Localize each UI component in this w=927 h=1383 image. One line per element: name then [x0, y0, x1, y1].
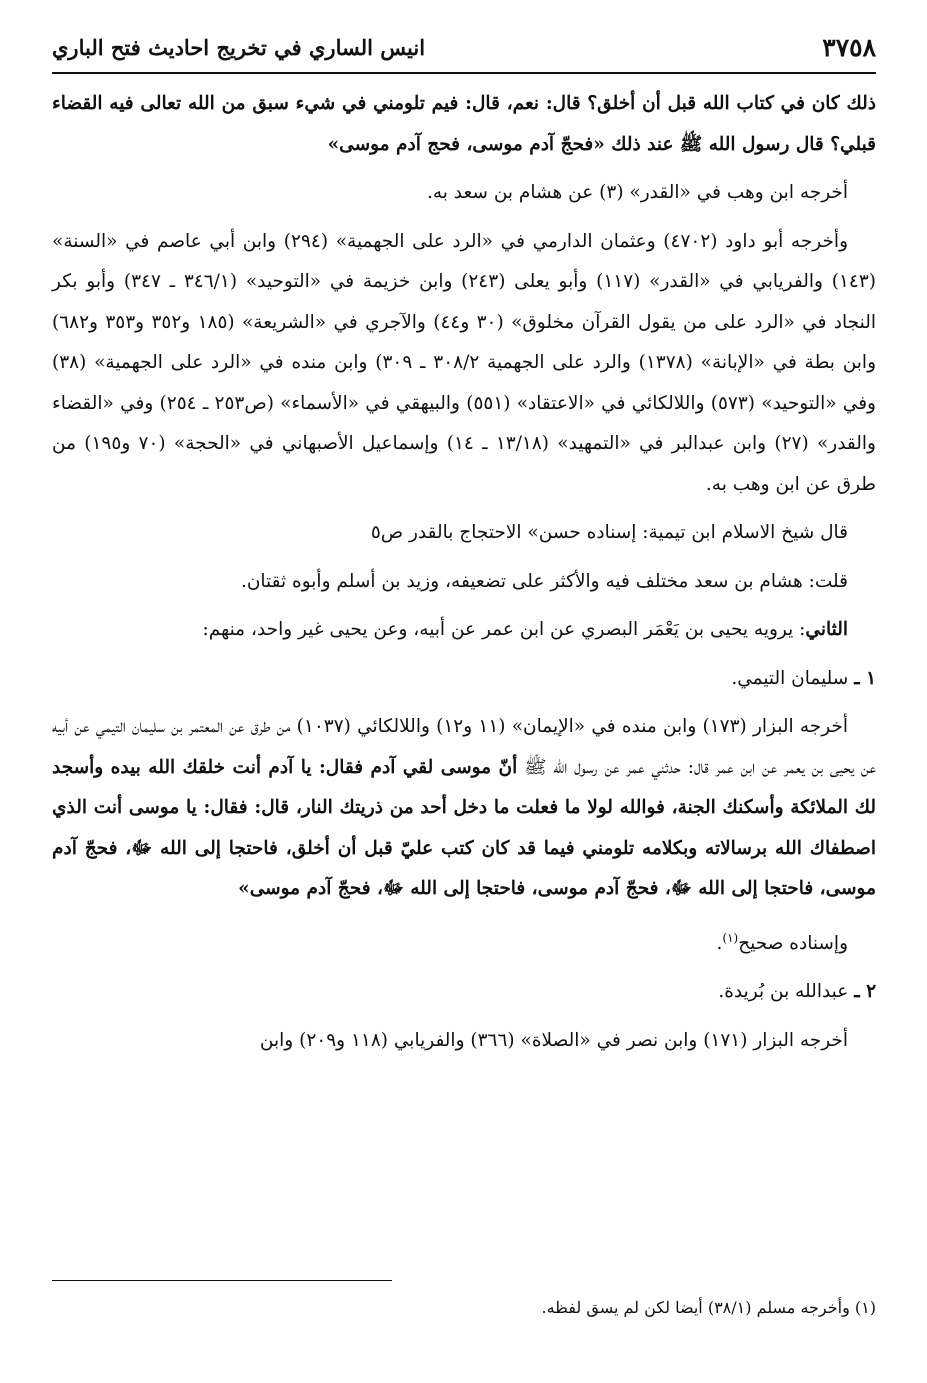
isnad-text: وإسناده صحيح [738, 932, 848, 954]
paragraph-second-route [52, 610, 876, 651]
page-body [52, 84, 876, 1061]
footnote-marker: (١) [854, 1298, 876, 1317]
list-item-1 [52, 659, 876, 700]
paragraph-bazzar-1 [52, 707, 876, 910]
page-number: ٣٧٥٨ [822, 33, 876, 62]
footnote-reference[interactable]: (١) [722, 930, 739, 945]
list-item-2 [52, 972, 876, 1013]
list-item-1-text: سليمان التيمي. [731, 667, 849, 689]
list-item-2-number: ٢ ـ [854, 981, 876, 1003]
footnote [52, 1294, 876, 1322]
running-header [52, 28, 876, 72]
paragraph-bazzar-2: أخرجه البزار (١٧١) وابن نصر في «الصلاة» (٣٦٦) والفريابي (١١٨ و٢٠٩) وابن [259, 1029, 848, 1051]
paragraph-qultu: قلت: هشام بن سعد مختلف فيه والأكثر على تضعيفه، وزيد بن أسلم وأبوه ثقتان. [240, 570, 848, 592]
footnote-text: وأخرجه مسلم (٣٨/١) أيضا لكن لم يسق لفظه. [541, 1298, 850, 1317]
paragraph-ibn-taymiyya: قال شيخ الاسلام ابن تيمية: إسناده حسن» الاحتجاج بالقدر ص٥ [370, 522, 848, 543]
bazzar-1-plain: أخرجه البزار (١٧٣) وابن منده في «الإيمان» (١١ و١٢) واللالكائي (١٠٣٧) من طرق عن المعتمر بن سليمان التيمي عن أبيه عن يحيى بن يعمر عن ابن عمر قال: حدثني عمر عن رسول الله ﷺ [52, 716, 876, 778]
book-page [52, 28, 877, 1317]
second-route-label: الثاني [805, 619, 848, 640]
book-title: انيس الساري في تخريج احاديث فتح الباري [52, 35, 426, 60]
footnote-rule [52, 1280, 392, 1281]
paragraph-isnad: وإسناده صحيح$^{(١)}$. [716, 930, 848, 954]
paragraph-ibn-wahb: أخرجه ابن وهب في «القدر» (٣) عن هشام بن سعد به. [426, 182, 848, 203]
bazzar-1-hadith: أنّ موسى لقي آدم فقال: يا آدم أنت خلقك الله بيده وأسجد لك الملائكة وأسكنك الجنة، فوالله لولا ما فعلت ما دخل أحد من ذريتك النار، قال: فقال: يا موسى أنت الذي اصطفاك الله برسالاته وبكلامه تلومني فيما قد كان كتب عليّ قبل أن أخلق، فاحتجا إلى الله ﷻ، فحجّ آدم موسى، فاحتجا إلى الله ﷻ، فحجّ آدم موسى، فاحتجا إلى الله ﷻ، فحجّ آدم موسى» [52, 756, 876, 899]
second-route-text: : يرويه يحيى بن يَعْمَر البصري عن ابن عمر عن أبيه، وعن يحيى غير واحد، منهم: [202, 619, 806, 640]
header-rule [52, 72, 876, 74]
paragraph-takhrij: وأخرجه أبو داود (٤٧٠٢) وعثمان الدارمي في «الرد على الجهمية» (٢٩٤) وابن أبي عاصم في «السنة» (١٤٣) والفريابي في «القدر» (١١٧) وأبو يعلى (٢٤٣) وابن خزيمة في «التوحيد» (٣٤٦/١ ـ ٣٤٧) وأبو بكر النجاد في «الرد على من يقول القرآن مخلوق» (٣٠ و٤٤) والآجري في «الشريعة» (١٨٥ و٣٥٢ و٣٥٣ و٦٨٢) وابن بطة في «الإبانة» (١٣٧٨) والرد على الجهمية ٣٠٨/٢ ـ ٣٠٩) وابن منده في «الرد على الجهمية» (٣٨) وفي «التوحيد» (٥٧٣) واللالكائي في «الاعتقاد» (٥٥١) والبيهقي في «الأسماء» (ص٢٥٣ ـ ٢٥٤) وفي «القضاء والقدر» (٢٧) وابن عبدالبر في «التمهيد» (١٣/١٨ ـ ١٤) وإسماعيل الأصبهاني في «الحجة» (٧٠ و١٩٥) من طرق عن ابن وهب به. [52, 230, 877, 495]
paragraph-hadith-end: ذلك كان في كتاب الله قبل أن أخلق؟ قال: نعم، قال: فيم تلومني في شيء سبق من الله تعالى فيه القضاء قبلي؟ قال رسول الله ﷺ عند ذلك «فحجّ آدم موسى، فحج آدم موسى» [52, 93, 876, 155]
list-item-1-number: ١ ـ [854, 667, 876, 689]
list-item-2-text: عبدالله بن بُريدة. [718, 981, 849, 1003]
